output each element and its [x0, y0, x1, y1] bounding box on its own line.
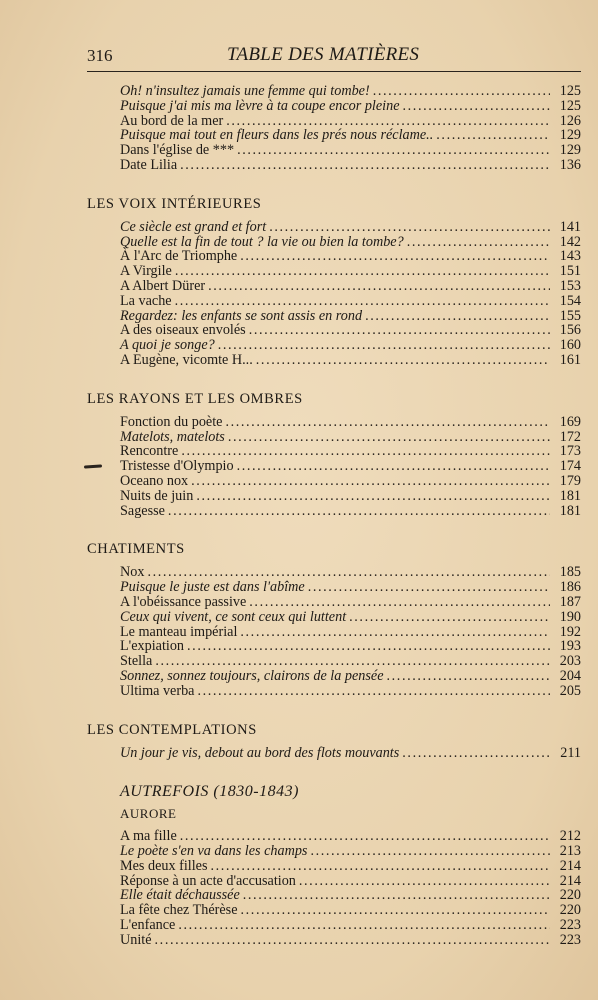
- entry-page-number: 211: [560, 744, 581, 761]
- spacer: [87, 173, 581, 195]
- entry-page-number: 142: [559, 233, 581, 250]
- entry-title: Nuits de juin: [120, 487, 194, 504]
- entry-title: Le poète s'en va dans les champs: [120, 843, 308, 860]
- entry-title: Sagesse: [120, 502, 165, 519]
- dot-leader: [197, 684, 550, 699]
- entry-page-number: 186: [559, 579, 581, 596]
- toc-entry: [120, 489, 581, 504]
- toc-entry: [120, 918, 581, 933]
- toc-entry: [120, 580, 581, 595]
- toc-entry: [120, 99, 581, 114]
- dot-leader: [373, 84, 550, 99]
- entry-title: Réponse à un acte d'accusation: [120, 872, 296, 889]
- entry-page-number: 169: [559, 413, 581, 430]
- spacer: [87, 760, 581, 782]
- toc-entry: [120, 114, 581, 129]
- entry-title: A ma fille: [120, 828, 177, 845]
- entry-title: Puisque mai tout en fleurs dans les prés nous réclame..: [120, 127, 434, 144]
- dot-leader: [349, 610, 550, 625]
- entry-page-number: 173: [559, 443, 581, 460]
- entry-page-number: 187: [559, 593, 581, 610]
- dot-leader: [407, 235, 550, 250]
- entry-title: Unité: [120, 931, 152, 948]
- toc-entry: [120, 444, 581, 459]
- dot-leader: [210, 859, 550, 874]
- dot-leader: [436, 128, 550, 143]
- dot-leader: [191, 474, 550, 489]
- entry-page-number: 160: [559, 337, 581, 354]
- subsection-title: AUTREFOIS (1830-1843): [120, 783, 299, 801]
- entry-page-number: 185: [559, 564, 581, 581]
- entry-title: Matelots, matelots: [120, 428, 225, 445]
- entry-title: Stella: [120, 653, 153, 670]
- toc-entry: [120, 933, 581, 948]
- toc-entry: [120, 430, 581, 445]
- toc-entry: [120, 279, 581, 294]
- entry-page-number: 125: [559, 97, 581, 114]
- toc-entry: [120, 338, 581, 353]
- entry-title: Puisque j'ai mis ma lèvre à ta coupe encor pleine: [120, 97, 400, 114]
- toc-entry: [120, 565, 581, 580]
- spacer: [87, 699, 581, 721]
- entry-page-number: 129: [559, 142, 581, 159]
- entry-page-number: 204: [559, 667, 581, 684]
- section-title: CHATIMENTS: [87, 541, 185, 558]
- entry-title: Date Lilia: [120, 156, 178, 173]
- header-rule: [87, 71, 581, 72]
- spacer: [87, 558, 581, 565]
- section-title: LES VOIX INTÉRIEURES: [87, 195, 262, 212]
- toc-entry: [120, 264, 581, 279]
- page-header: [87, 44, 580, 70]
- spacer: [87, 518, 581, 540]
- toc-entry: [120, 746, 581, 761]
- entry-page-number: 154: [559, 292, 581, 309]
- toc-entry: [120, 353, 581, 368]
- toc-entry: [120, 844, 581, 859]
- entry-title: Mes deux filles: [120, 857, 208, 874]
- entry-page-number: 126: [559, 112, 581, 129]
- entry-title: A l'obéissance passive: [120, 593, 247, 610]
- entry-page-number: 151: [559, 263, 581, 280]
- toc-entry: [120, 903, 581, 918]
- entry-page-number: 174: [559, 458, 581, 475]
- dot-leader: [168, 504, 550, 519]
- dot-leader: [180, 829, 550, 844]
- toc-entry: [120, 158, 581, 173]
- entry-page-number: 212: [559, 828, 581, 845]
- dot-leader: [299, 874, 550, 889]
- entry-title: Ceux qui vivent, ce sont ceux qui luttent: [120, 608, 347, 625]
- toc-entry: [120, 829, 581, 844]
- entry-page-number: 181: [559, 502, 581, 519]
- entry-page-number: 220: [559, 887, 581, 904]
- entry-page-number: 125: [559, 83, 581, 99]
- toc-entry: [120, 294, 581, 309]
- entry-title: À l'Arc de Triomphe: [120, 248, 238, 265]
- entry-title: A quoi je songe?: [120, 337, 215, 354]
- dot-leader: [310, 844, 550, 859]
- section-title: LES CONTEMPLATIONS: [87, 721, 257, 738]
- entry-title: Au bord de la mer: [120, 112, 224, 129]
- entry-page-number: 156: [559, 322, 581, 339]
- dot-leader: [308, 580, 550, 595]
- dot-leader: [249, 323, 550, 338]
- subsection-heading: AURORE: [120, 806, 177, 822]
- toc-entry: [120, 610, 581, 625]
- entry-title: Dans l'église de ***: [120, 142, 235, 159]
- entry-page-number: 161: [559, 351, 581, 368]
- dot-leader: [196, 489, 550, 504]
- toc-entry: [120, 128, 581, 143]
- entry-title: La fête chez Thérèse: [120, 902, 238, 919]
- entry-page-number: 153: [559, 277, 581, 294]
- toc-entry: [120, 249, 581, 264]
- dot-leader: [225, 415, 550, 430]
- toc-entry: [120, 220, 581, 235]
- entry-page-number: 136: [559, 156, 581, 173]
- toc-entry: [120, 323, 581, 338]
- entry-page-number: 193: [559, 638, 581, 655]
- entry-title: Fonction du poète: [120, 413, 223, 430]
- dot-leader: [147, 565, 550, 580]
- entry-title: A des oiseaux envolés: [120, 322, 246, 339]
- entry-title: Puisque le juste est dans l'abîme: [120, 579, 305, 596]
- spacer: [87, 368, 581, 390]
- entry-title: Nox: [120, 564, 145, 581]
- dot-leader: [243, 888, 550, 903]
- section-title: LES RAYONS ET LES OMBRES: [87, 390, 303, 407]
- entry-title: A Virgile: [120, 263, 172, 280]
- entry-title: Le manteau impérial: [120, 623, 238, 640]
- entry-title: Oceano nox: [120, 472, 189, 489]
- entry-page-number: 192: [559, 623, 581, 640]
- toc-entry: [120, 625, 581, 640]
- entry-title: Oh! n'insultez jamais une femme qui tombe!: [120, 83, 370, 99]
- entry-title: Tristesse d'Olympio: [120, 458, 234, 475]
- entry-page-number: 179: [559, 472, 581, 489]
- dot-leader: [269, 220, 550, 235]
- dot-leader: [241, 903, 551, 918]
- entry-title: Ultima verba: [120, 682, 195, 699]
- toc-entry: [120, 504, 581, 519]
- dot-leader: [175, 294, 550, 309]
- entry-page-number: 172: [559, 428, 581, 445]
- dot-leader: [403, 99, 551, 114]
- dot-leader: [237, 143, 550, 158]
- entry-title: A Eugène, vicomte H...: [120, 351, 253, 368]
- dot-leader: [208, 279, 550, 294]
- dot-leader: [226, 114, 550, 129]
- dot-leader: [228, 430, 550, 445]
- toc-entry: [120, 654, 581, 669]
- toc-entry: [120, 684, 581, 699]
- dot-leader: [240, 249, 550, 264]
- dot-leader: [249, 595, 550, 610]
- entry-title: Quelle est la fin de tout ? la vie ou bien la tombe?: [120, 233, 404, 250]
- dot-leader: [365, 309, 550, 324]
- entry-page-number: 143: [559, 248, 581, 265]
- dot-leader: [218, 338, 550, 353]
- dot-leader: [187, 639, 550, 654]
- entry-title: Ce siècle est grand et fort: [120, 218, 267, 235]
- table-of-contents: [87, 84, 581, 948]
- toc-entry: [120, 474, 581, 489]
- toc-entry: [120, 84, 581, 99]
- entry-title: A Albert Dürer: [120, 277, 206, 294]
- dot-leader: [387, 669, 551, 684]
- toc-entry: [120, 874, 581, 889]
- toc-entry: [120, 859, 581, 874]
- entry-title: Rencontre: [120, 443, 179, 460]
- dot-leader: [237, 459, 550, 474]
- dot-leader: [155, 933, 550, 948]
- entry-page-number: 214: [559, 872, 581, 889]
- toc-entry: [120, 143, 581, 158]
- entry-title: Elle était déchaussée: [120, 887, 240, 904]
- dot-leader: [155, 654, 550, 669]
- toc-entry: [120, 888, 581, 903]
- entry-page-number: 223: [559, 931, 581, 948]
- entry-title: L'expiation: [120, 638, 185, 655]
- entry-title: L'enfance: [120, 917, 176, 934]
- entry-page-number: 129: [559, 127, 581, 144]
- toc-entry: [120, 639, 581, 654]
- toc-entry: [120, 415, 581, 430]
- entry-title: Regardez: les enfants se sont assis en rond: [120, 307, 363, 324]
- entry-page-number: 205: [559, 682, 581, 699]
- toc-entry: [120, 309, 581, 324]
- dot-leader: [256, 353, 550, 368]
- entry-title: Un jour je vis, debout au bord des flots mouvants: [120, 744, 400, 761]
- toc-entry: [120, 459, 581, 474]
- dot-leader: [240, 625, 550, 640]
- entry-page-number: 203: [559, 653, 581, 670]
- dot-leader: [402, 746, 550, 761]
- entry-title: Sonnez, sonnez toujours, clairons de la pensée: [120, 667, 384, 684]
- entry-page-number: 141: [559, 218, 581, 235]
- entry-title: La vache: [120, 292, 172, 309]
- entry-page-number: 220: [559, 902, 581, 919]
- page-number: 316: [87, 46, 113, 65]
- entry-page-number: 213: [559, 843, 581, 860]
- entry-page-number: 214: [559, 857, 581, 874]
- dot-leader: [180, 158, 550, 173]
- running-title: TABLE DES MATIÈRES: [227, 44, 420, 65]
- entry-page-number: 190: [559, 608, 581, 625]
- entry-page-number: 181: [559, 487, 581, 504]
- toc-entry: [120, 669, 581, 684]
- dot-leader: [175, 264, 550, 279]
- entry-page-number: 223: [559, 917, 581, 934]
- dot-leader: [181, 444, 550, 459]
- toc-entry: [120, 595, 581, 610]
- entry-page-number: 155: [559, 307, 581, 324]
- dot-leader: [178, 918, 550, 933]
